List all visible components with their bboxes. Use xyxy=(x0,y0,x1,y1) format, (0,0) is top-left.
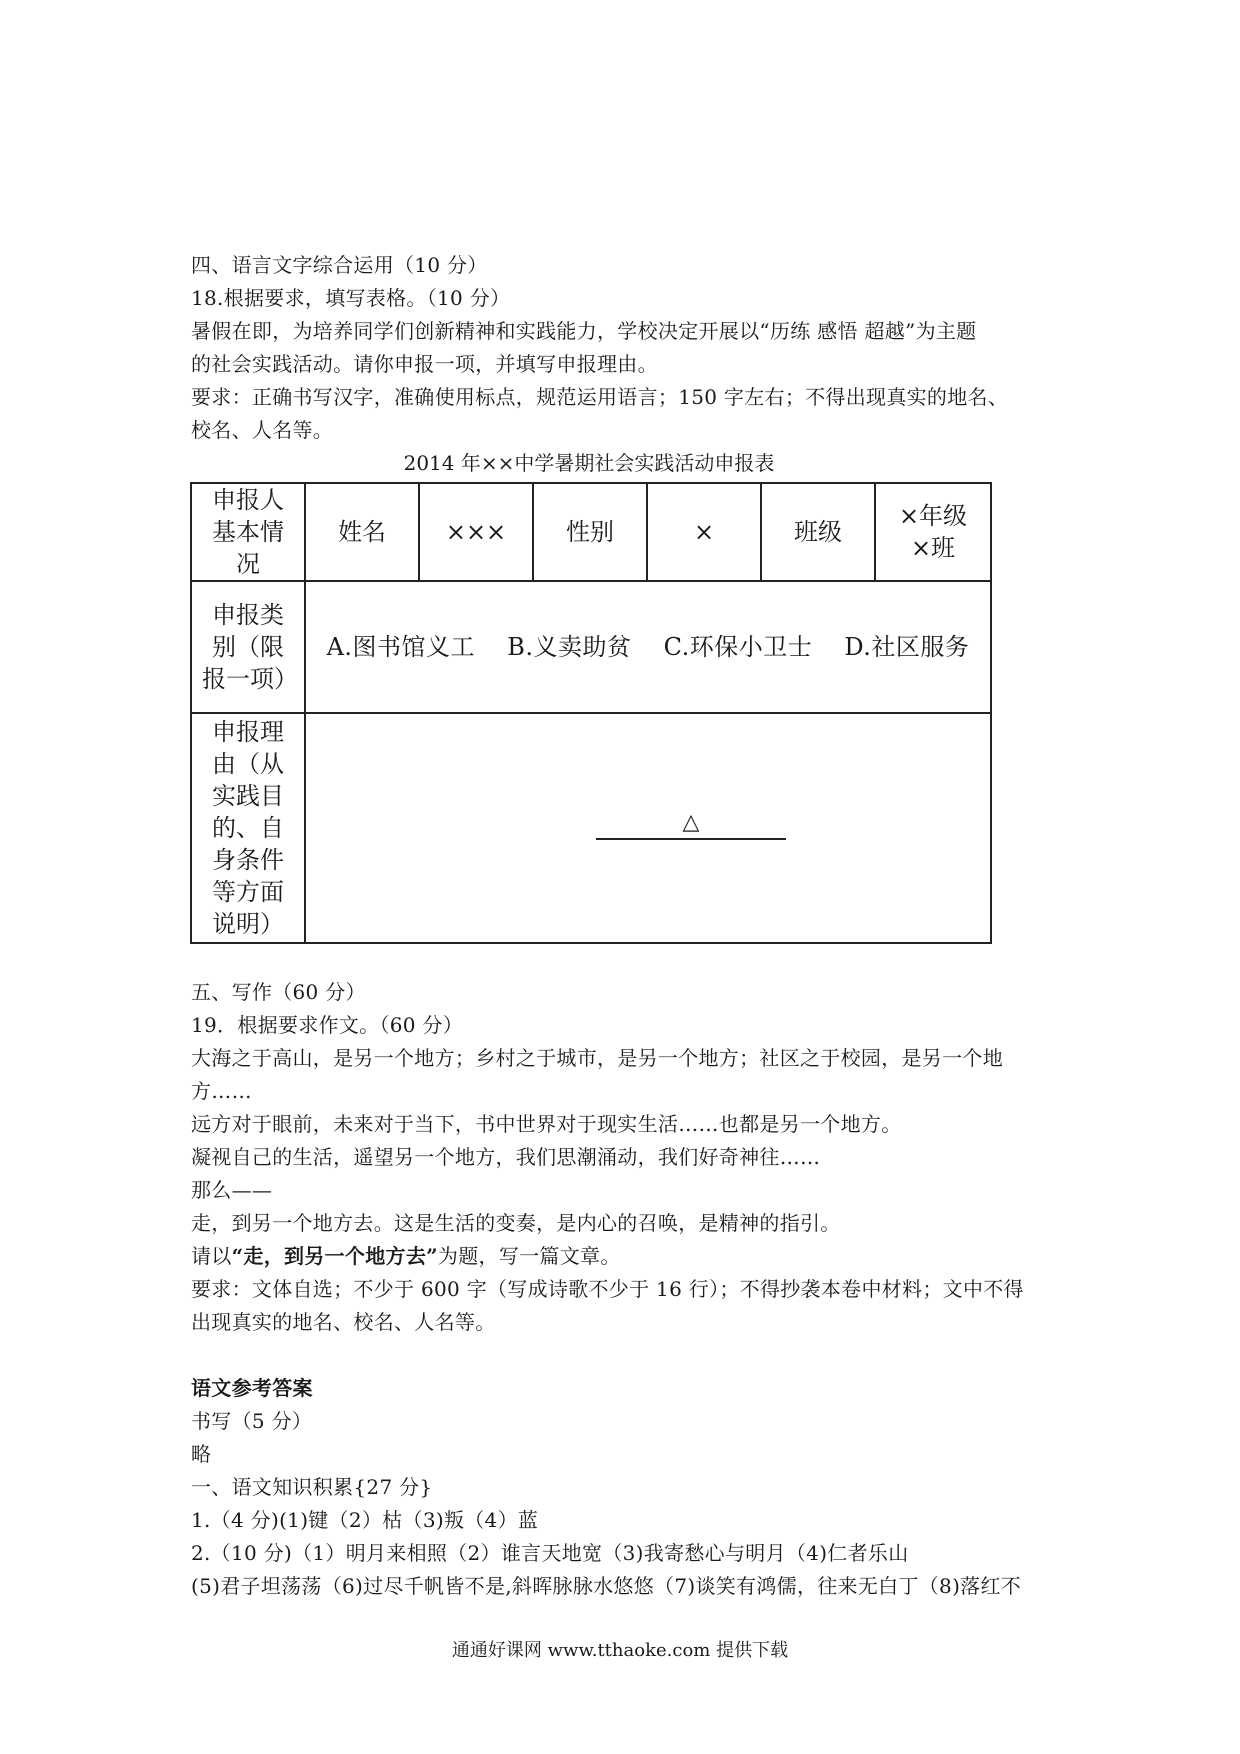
form-row-applicant xyxy=(191,483,991,581)
answers-part1: 一、语文知识积累{27 分} xyxy=(191,1475,433,1499)
prompt-line6-pre: 请以 xyxy=(191,1244,232,1268)
gender-value[interactable]: × xyxy=(647,483,761,581)
row-label-category: 申报类别（限报一项） xyxy=(191,581,305,713)
q18-requirement-line1: 要求：正确书写汉字，准确使用标点，规范运用语言；150 字左右；不得出现真实的地名、 xyxy=(191,385,1009,409)
essay-requirement-line2: 出现真实的地名、校名、人名等。 xyxy=(191,1310,496,1334)
section5-heading: 五、写作（60 分） xyxy=(191,980,366,1004)
reason-blank-line xyxy=(596,810,786,840)
q18-requirement-line2: 校名、人名等。 xyxy=(191,418,334,442)
q18-text-line1: 暑假在即，为培养同学们创新精神和实践能力，学校决定开展以“历练 感悟 超越”为主题 xyxy=(191,319,977,343)
form-row-reason xyxy=(191,713,991,943)
page-footer: 通通好课网 www.tthaoke.com 提供下载 xyxy=(451,1640,789,1661)
option-b[interactable]: B.义卖助贫 xyxy=(507,633,632,661)
prompt-line2: 远方对于眼前，未来对于当下，书中世界对于现实生活……也都是另一个地方。 xyxy=(191,1112,902,1136)
option-a[interactable]: A.图书馆义工 xyxy=(326,633,476,661)
prompt-line3: 凝视自己的生活，遥望另一个地方，我们思潮涌动，我们好奇神往…… xyxy=(191,1145,821,1169)
essay-requirement-line1: 要求：文体自选；不少于 600 字（写成诗歌不少于 16 行）；不得抄袭本卷中材料；文中不得 xyxy=(191,1277,1024,1301)
essay-title-bold: “走，到另一个地方去” xyxy=(231,1244,438,1268)
q19-title: 19．根据要求作文。（60 分） xyxy=(191,1013,464,1037)
application-form-table xyxy=(190,482,992,944)
gender-label: 性别 xyxy=(533,483,647,581)
name-label: 姓名 xyxy=(305,483,419,581)
form-row-category xyxy=(191,581,991,713)
prompt-line4: 那么—— xyxy=(191,1178,273,1202)
answers-omit: 略 xyxy=(191,1442,212,1466)
reason-answer-area[interactable] xyxy=(305,713,991,943)
prompt-line6-post: 为题，写一篇文章。 xyxy=(437,1244,621,1268)
prompt-line1b: 方…… xyxy=(191,1079,252,1103)
row-label-reason: 申报理由（从实践目的、自身条件等方面说明） xyxy=(191,713,305,943)
prompt-line1: 大海之于高山，是另一个地方；乡村之于城市，是另一个地方；社区之于校园，是另一个地 xyxy=(191,1046,1003,1070)
answers-writing: 书写（5 分） xyxy=(191,1409,313,1433)
category-options xyxy=(305,581,991,713)
answer-2: 2.（10 分)（1）明月来相照（2）谁言天地宽（3)我寄愁心与明月（4)仁者乐山 xyxy=(191,1541,909,1565)
q18-title: 18.根据要求，填写表格。（10 分） xyxy=(191,286,511,310)
answer-1: 1.（4 分)(1)键（2）枯（3)叛（4）蓝 xyxy=(191,1508,539,1532)
prompt-line6 xyxy=(191,1244,621,1268)
triangle-icon: △ xyxy=(682,810,700,835)
section4-heading: 四、语言文字综合运用（10 分） xyxy=(191,253,488,277)
class-value[interactable]: ×年级×班 xyxy=(875,483,991,581)
form-caption: 2014 年××中学暑期社会实践活动申报表 xyxy=(403,451,775,475)
prompt-line5: 走，到另一个地方去。这是生活的变奏，是内心的召唤，是精神的指引。 xyxy=(191,1211,841,1235)
answers-title: 语文参考答案 xyxy=(191,1376,313,1400)
option-c[interactable]: C.环保小卫士 xyxy=(663,633,813,661)
class-label: 班级 xyxy=(761,483,875,581)
name-value[interactable]: ××× xyxy=(419,483,533,581)
option-d[interactable]: D.社区服务 xyxy=(844,633,970,661)
answer-3: (5)君子坦荡荡（6)过尽千帆皆不是,斜晖脉脉水悠悠（7)谈笑有鸿儒，往来无白丁（8)落红不 xyxy=(191,1574,1022,1598)
q18-text-line2: 的社会实践活动。请你申报一项，并填写申报理由。 xyxy=(191,352,658,376)
row-label-applicant: 申报人基本情况 xyxy=(191,483,305,581)
